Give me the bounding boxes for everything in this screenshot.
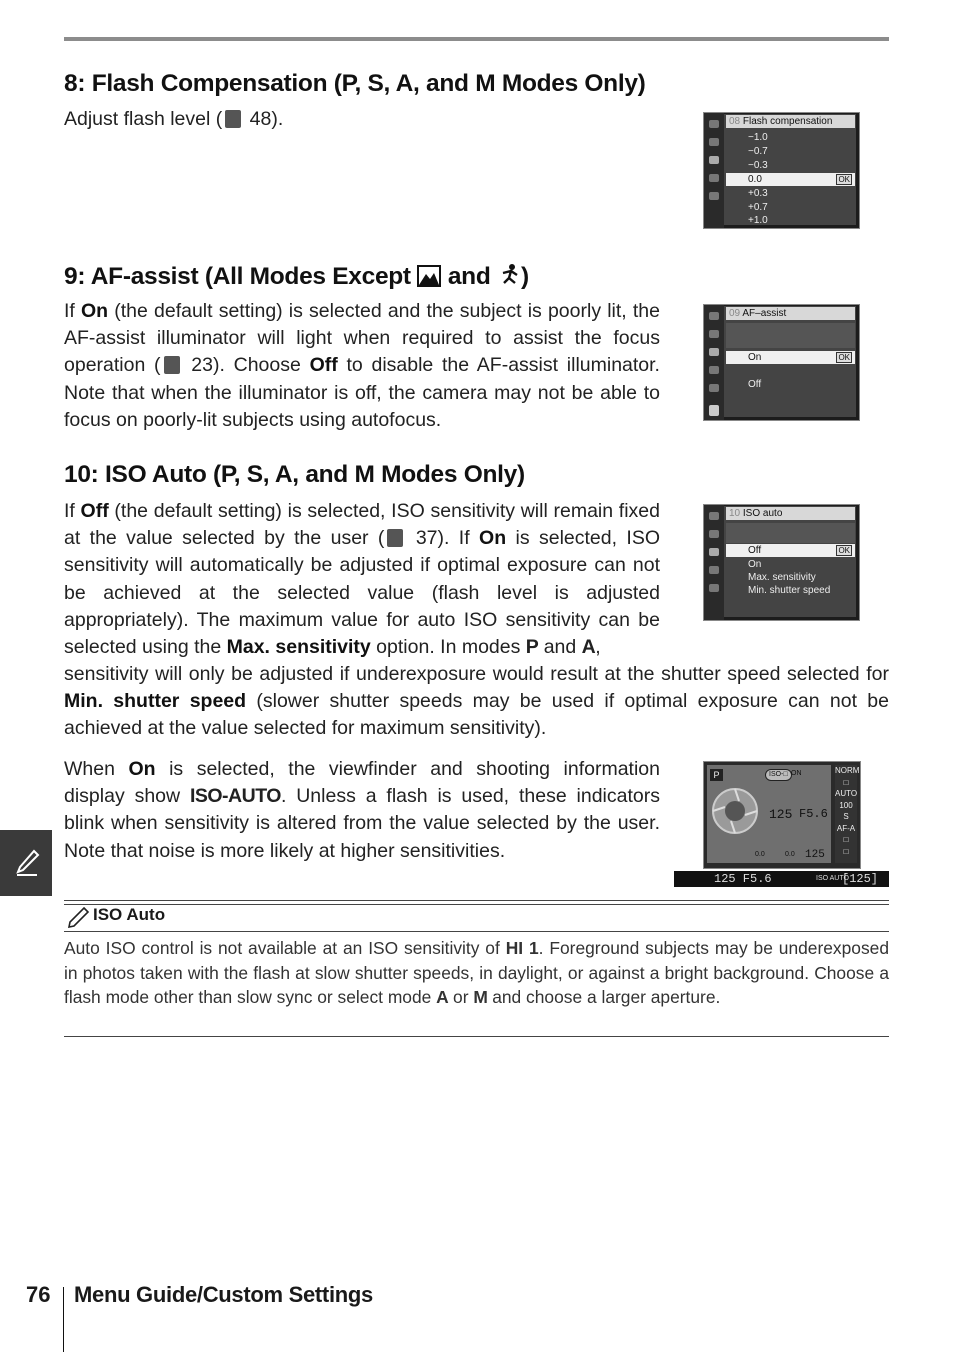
reference-icon bbox=[164, 356, 180, 374]
flash-compensation-screen: 08 Flash compensation −1.0 −0.7 −0.3 0.0 OK +0.3 +0.7 +1.0 bbox=[703, 112, 860, 229]
menu-option: −0.7 bbox=[748, 146, 768, 157]
menu-option-selected: 0.0 OK bbox=[726, 173, 855, 186]
menu-option-selected: Off OK bbox=[726, 544, 855, 557]
reference-icon bbox=[225, 110, 241, 128]
iso-auto-indicator-text: When On is selected, the viewfinder and shooting information display show ISO-AUTO. Unless a flash is used, these indicators blink when sensitivity is altered from the value selected by the user. Note that noise is more likely at higher sensitivities. bbox=[64, 758, 660, 862]
note-bottom-rule bbox=[64, 1036, 889, 1037]
menu-option: +0.7 bbox=[748, 202, 768, 213]
settings-column: NORM □ AUTO 100 S AF-A □ □ bbox=[835, 765, 857, 863]
menu-option: Off bbox=[748, 379, 762, 390]
note-title: ISO Auto bbox=[93, 905, 166, 924]
aperture-dial-icon bbox=[711, 787, 759, 835]
screen-title: ISO auto bbox=[742, 508, 783, 519]
landscape-mode-icon bbox=[417, 265, 441, 287]
menu-option-selected: On OK bbox=[726, 351, 855, 364]
af-assist-text: If On (the default setting) is selected and the subject is poorly lit, the AF-assist illuminator will light when required to assist the focus operation ( 23). Choose Off to disable the AF-assist illuminator. Note that when the illuminator is off, the camera may not be able to focus on poorly-lit subjects using autofocus. bbox=[64, 300, 660, 431]
section-tab bbox=[0, 830, 52, 896]
top-rule bbox=[64, 37, 889, 41]
viewfinder-strip: 125 F5.6 ISO AUTO [125] bbox=[674, 871, 889, 887]
menu-option: Max. sensitivity bbox=[748, 572, 816, 583]
shutter-speed: 125 bbox=[769, 807, 793, 822]
iso-auto-screen: 10 ISO auto Off OK On Max. sensitivity Min. shutter speed bbox=[703, 504, 860, 621]
iso-auto-heading: 10: ISO Auto (P, S, A, and M Modes Only) bbox=[64, 461, 525, 488]
pencil-icon bbox=[14, 848, 40, 878]
iso-auto-text-top: If Off (the default setting) is selected, ISO sensitivity will remain fixed at the value selected by the user ( 37). If On is selected, ISO sensitivity will automatically be adjusted if optimal exposure can not be achieved at the selected value (flash level is adjusted appropriately). The maximum value for auto ISO sensitivity can be selected using the Max. sensitivity option. In modes P and A, bbox=[64, 500, 660, 659]
menu-option: +1.0 bbox=[748, 215, 768, 226]
menu-option: −0.3 bbox=[748, 160, 768, 171]
flash-compensation-heading: 8: Flash Compensation (P, S, A, and M Modes Only) bbox=[64, 70, 646, 97]
menu-option: On bbox=[748, 559, 762, 570]
menu-option: Min. shutter speed bbox=[748, 585, 831, 596]
aperture-value: F5.6 bbox=[799, 807, 828, 821]
menu-option: −1.0 bbox=[748, 132, 768, 143]
flash-compensation-text: Adjust flash level ( 48). bbox=[64, 108, 284, 130]
note-pencil-icon bbox=[66, 906, 90, 928]
sports-mode-icon bbox=[497, 263, 521, 287]
af-assist-screen: 09 AF–assist On OK Off bbox=[703, 304, 860, 421]
shooting-info-display: P ISO-□ ON 125 F5.6 0.0 0.0 125 NORM □ AUTO 100 S AF-A □ □ bbox=[703, 761, 861, 869]
iso-auto-text-bottom: sensitivity will only be adjusted if underexposure would result at the shutter speed selected for Min. shutter speed (slower shutter speeds may be used if optimal exposure can not be achieved at the value selected for maximum sensitivity). bbox=[64, 663, 889, 740]
footer-divider bbox=[63, 1287, 64, 1352]
iso-auto-indicator: ISO-□ bbox=[765, 769, 792, 781]
mode-indicator: P bbox=[710, 769, 723, 781]
af-assist-heading: 9: AF-assist (All Modes Except and ) bbox=[64, 263, 529, 290]
exposure-count: 125 bbox=[805, 849, 825, 861]
note-body: Auto ISO control is not available at an ISO sensitivity of HI 1. Foreground subjects may be underexposed in photos taken with the flash at slow shutter speeds, in daylight, or against a bright background. Choose a flash mode other than slow sync or select mode A or M and choose a larger aperture. bbox=[64, 938, 890, 1007]
footer-section-title: Menu Guide/Custom Settings bbox=[74, 1282, 373, 1307]
screen-title: Flash compensation bbox=[742, 116, 833, 127]
page-number: 76 bbox=[26, 1282, 51, 1307]
reference-icon bbox=[387, 529, 403, 547]
screen-title: AF–assist bbox=[742, 308, 787, 319]
note-header bbox=[64, 900, 889, 932]
menu-option: +0.3 bbox=[748, 188, 768, 199]
